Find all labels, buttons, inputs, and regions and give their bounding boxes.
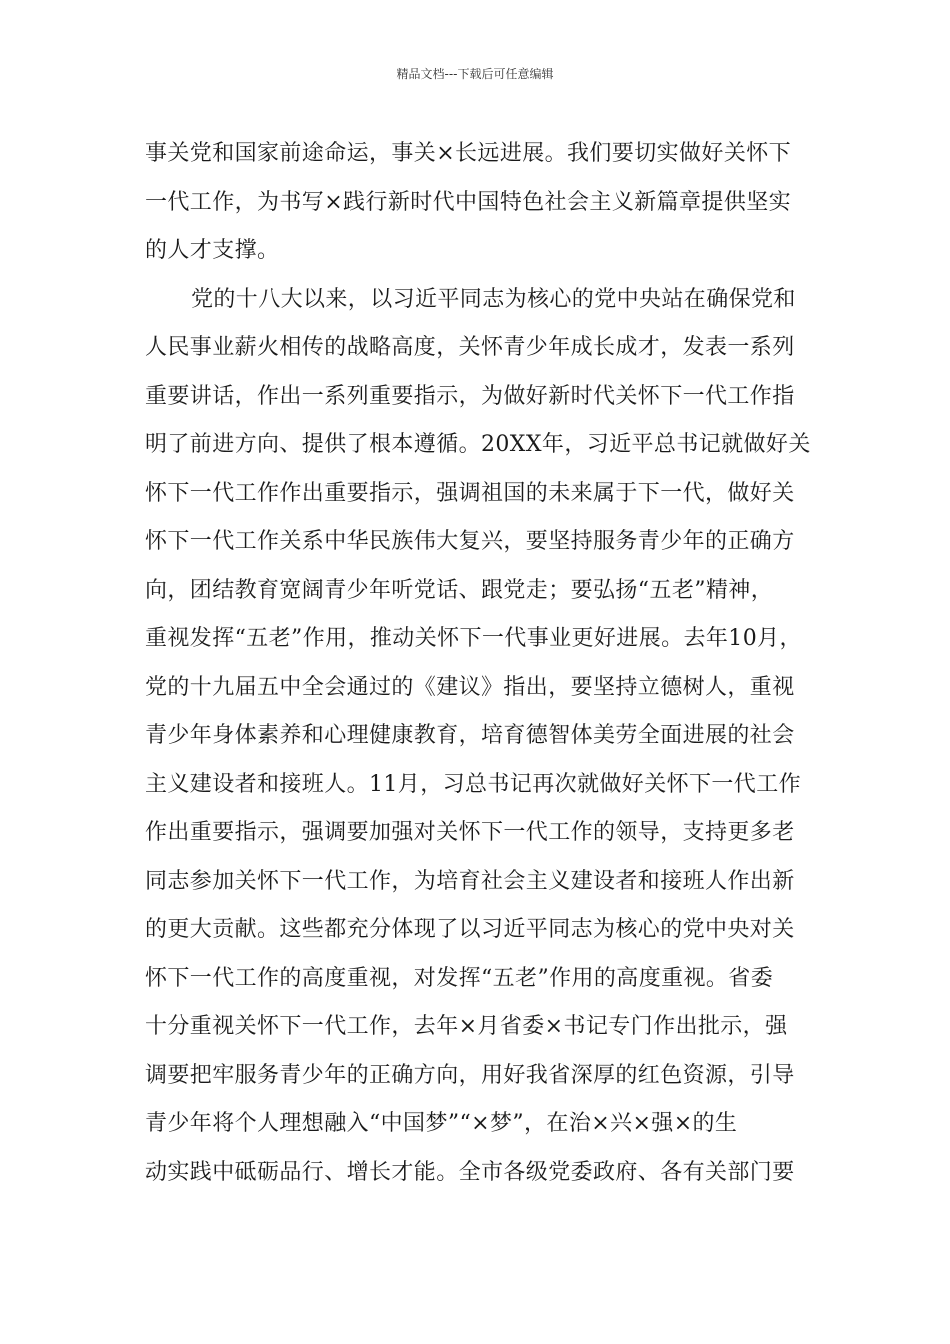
text-line: 青少年身体素养和心理健康教育，培育德智体美劳全面进展的社会 [145,723,795,748]
text-line: 重视发挥“五老”作用，推动关怀下一代事业更好进展。去年10月， [145,626,802,651]
text-line: 作出重要指示，强调要加强对关怀下一代工作的领导，支持更多老 [145,820,795,845]
text-line: 向，团结教育宽阔青少年听党话、跟党走；要弘扬“五老”精神， [145,577,774,603]
text-line: 同志参加关怀下一代工作，为培育社会主义建设者和接班人作出新 [145,868,795,894]
text-line: 怀下一代工作的高度重视，对发挥“五老”作用的高度重视。省委 [145,965,774,991]
text-line: 青少年将个人理想融入“中国梦”“×梦”，在治×兴×强×的生 [145,1111,738,1136]
text-line: 怀下一代工作关系中华民族伟大复兴，要坚持服务青少年的正确方 [145,529,795,554]
text-line: 十分重视关怀下一代工作，去年×月省委×书记专门作出批示，强 [145,1014,788,1039]
text-line: 党的十九届五中全会通过的《建议》指出，要坚持立德树人，重视 [145,674,795,700]
text-line: 调要把牢服务青少年的正确方向，用好我省深厚的红色资源，引导 [145,1062,795,1088]
page-header: 精品文档---下载后可任意编辑 [396,67,554,81]
text-line: 一代工作，为书写×践行新时代中国特色社会主义新篇章提供坚实 [145,189,792,215]
text-line: 明了前进方向、提供了根本遵循。20XX年，习近平总书记就做好关 [145,432,811,457]
document-body [145,130,810,1197]
text-line: 人民事业薪火相传的战略高度，关怀青少年成长成才，发表一系列 [145,335,795,360]
text-line: 的更大贡献。这些都充分体现了以习近平同志为核心的党中央对关 [145,917,795,942]
text-line: 的人才支撑。 [145,238,280,263]
text-line: 怀下一代工作作出重要指示，强调祖国的未来属于下一代，做好关 [145,480,795,506]
text-line: 事关党和国家前途命运，事关×长远进展。我们要切实做好关怀下 [145,141,792,166]
paragraph-first-line: 党的十八大以来，以习近平同志为核心的党中央站在确保党和 [191,286,796,312]
text-line: 主义建设者和接班人。11月，习总书记再次就做好关怀下一代工作 [145,771,801,797]
text-line: 重要讲话，作出一系列重要指示，为做好新时代关怀下一代工作指 [145,383,795,409]
text-line: 动实践中砥砺品行、增长才能。全市各级党委政府、各有关部门要 [145,1159,795,1185]
